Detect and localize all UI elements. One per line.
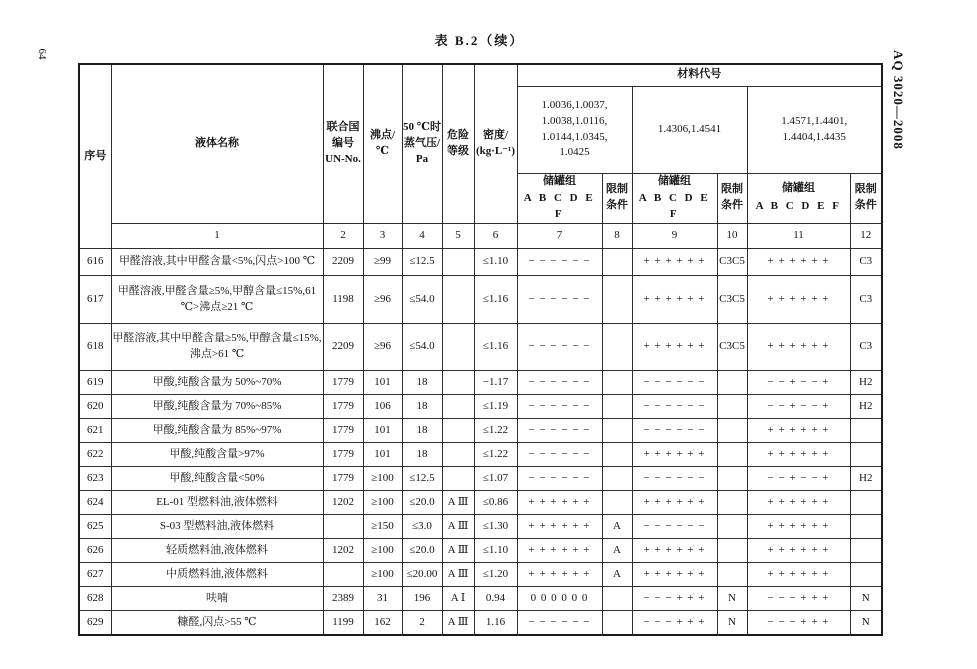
cell-boiling-point: ≥99 — [363, 249, 402, 276]
cell-seq: 624 — [79, 491, 111, 515]
cell-tank-group-1: + + + + + + — [517, 539, 602, 563]
header-seq: 序号 — [79, 64, 111, 249]
cell-hazard-class: A Ⅲ — [442, 515, 474, 539]
restriction-line: 条件 — [721, 199, 743, 212]
cell-vapor-pressure: ≤54.0 — [402, 276, 442, 324]
cell-seq: 620 — [79, 395, 111, 419]
cell-restriction-1 — [602, 324, 632, 371]
cell-un-no: 1199 — [323, 611, 363, 635]
col-number: 10 — [717, 224, 747, 249]
cell-restriction-2 — [717, 515, 747, 539]
cell-density: ≤1.30 — [474, 515, 517, 539]
cell-boiling-point: 101 — [363, 419, 402, 443]
header-vp-line: 50 ℃时 — [403, 121, 441, 134]
column-number-row — [79, 224, 882, 249]
restriction-line: 限制 — [721, 183, 743, 196]
cell-tank-group-1: + + + + + + — [517, 491, 602, 515]
cell-tank-group-3: + + + + + + — [747, 419, 850, 443]
cell-un-no: 1202 — [323, 539, 363, 563]
cell-un-no: 1198 — [323, 276, 363, 324]
cell-tank-group-1: + + + + + + — [517, 515, 602, 539]
cell-restriction-2 — [717, 443, 747, 467]
cell-vapor-pressure: ≤12.5 — [402, 467, 442, 491]
header-density — [474, 64, 517, 224]
cell-liquid-name: 甲酸,纯酸含量为 85%~97% — [111, 419, 323, 443]
restriction-line: 限制 — [854, 183, 877, 196]
restriction-line: 限制 — [606, 183, 628, 196]
cell-tank-group-2: − − − − − − — [632, 467, 717, 491]
cell-tank-group-2: + + + + + + — [632, 324, 717, 371]
header-restriction-2 — [717, 173, 747, 224]
cell-liquid-name: 甲酸,纯酸含量>97% — [111, 443, 323, 467]
cell-tank-group-1: − − − − − − — [517, 395, 602, 419]
cell-restriction-2 — [717, 539, 747, 563]
cell-seq: 622 — [79, 443, 111, 467]
cell-hazard-class — [442, 324, 474, 371]
cell-restriction-2 — [717, 491, 747, 515]
cell-restriction-1 — [602, 467, 632, 491]
cell-hazard-class: A Ⅲ — [442, 563, 474, 587]
table-header — [79, 64, 882, 249]
cell-un-no: 1779 — [323, 371, 363, 395]
cell-tank-group-1: − − − − − − — [517, 419, 602, 443]
cell-vapor-pressure: 18 — [402, 395, 442, 419]
table-row — [79, 324, 882, 371]
tank-group-label: 储罐组 — [658, 174, 691, 187]
cell-tank-group-3: − − − + + + — [747, 587, 850, 611]
cell-vapor-pressure: 2 — [402, 611, 442, 635]
cell-boiling-point: 162 — [363, 611, 402, 635]
liquids-table — [78, 63, 883, 636]
header-vapor-pressure — [402, 64, 442, 224]
cell-density: 0.94 — [474, 587, 517, 611]
cell-seq: 625 — [79, 515, 111, 539]
table-row — [79, 443, 882, 467]
table-row — [79, 419, 882, 443]
cell-vapor-pressure: 18 — [402, 419, 442, 443]
table-row — [79, 539, 882, 563]
cell-restriction-3: H2 — [850, 371, 882, 395]
header-vp-line: 蒸气压/ — [403, 137, 441, 150]
cell-un-no — [323, 515, 363, 539]
cell-tank-group-2: − − − − − − — [632, 395, 717, 419]
cell-vapor-pressure: ≤54.0 — [402, 324, 442, 371]
cell-hazard-class: A Ⅰ — [442, 587, 474, 611]
cell-boiling-point: ≥150 — [363, 515, 402, 539]
cell-vapor-pressure: 196 — [402, 587, 442, 611]
cell-restriction-3 — [850, 539, 882, 563]
cell-liquid-name: 甲醛溶液,甲醛含量≥5%,甲醇含量≤15%,61 ℃>沸点≥21 ℃ — [111, 276, 323, 324]
cell-tank-group-1: − − − − − − — [517, 443, 602, 467]
header-bp-line: ℃ — [375, 145, 390, 158]
cell-density: ≤0.86 — [474, 491, 517, 515]
cell-tank-group-2: − − − + + + — [632, 611, 717, 635]
cell-seq: 618 — [79, 324, 111, 371]
cell-liquid-name: 甲酸,纯酸含量为 50%~70% — [111, 371, 323, 395]
tank-group-label: 储罐组 — [782, 182, 815, 195]
cell-restriction-1 — [602, 491, 632, 515]
cell-boiling-point: 101 — [363, 443, 402, 467]
table-row — [79, 249, 882, 276]
cell-restriction-2 — [717, 419, 747, 443]
cell-tank-group-1: − − − − − − — [517, 276, 602, 324]
cell-restriction-1 — [602, 443, 632, 467]
cell-restriction-3: C3 — [850, 324, 882, 371]
cell-tank-group-2: − − − − − − — [632, 419, 717, 443]
cell-liquid-name: 甲醛溶液,其中甲醛含量<5%,闪点>100 ℃ — [111, 249, 323, 276]
cell-un-no: 1779 — [323, 443, 363, 467]
cell-tank-group-3: + + + + + + — [747, 443, 850, 467]
cell-liquid-name: EL-01 型燃料油,液体燃料 — [111, 491, 323, 515]
col-number: 7 — [517, 224, 602, 249]
cell-restriction-1 — [602, 587, 632, 611]
cell-density: ≤1.07 — [474, 467, 517, 491]
header-liquid-name: 液体名称 — [111, 64, 323, 224]
cell-un-no — [323, 563, 363, 587]
cell-density: ≤1.16 — [474, 324, 517, 371]
table-row — [79, 515, 882, 539]
material-line: 1.0425 — [559, 146, 590, 159]
cell-boiling-point: ≥96 — [363, 276, 402, 324]
cell-tank-group-2: + + + + + + — [632, 491, 717, 515]
table-row — [79, 276, 882, 324]
header-hazard-class — [442, 64, 474, 224]
cell-un-no: 1779 — [323, 419, 363, 443]
header-den-line: 密度/ — [482, 129, 509, 142]
cell-restriction-1 — [602, 419, 632, 443]
cell-restriction-3 — [850, 491, 882, 515]
cell-hazard-class — [442, 371, 474, 395]
cell-restriction-3: H2 — [850, 467, 882, 491]
cell-restriction-1: A — [602, 515, 632, 539]
cell-tank-group-2: − − − − − − — [632, 515, 717, 539]
cell-restriction-2 — [717, 395, 747, 419]
header-hz-line: 危险 — [447, 129, 469, 142]
header-restriction-1 — [602, 173, 632, 224]
cell-vapor-pressure: ≤3.0 — [402, 515, 442, 539]
header-tank-group-1 — [517, 173, 602, 224]
material-group-2 — [632, 86, 747, 173]
material-line: 1.0144,1.0345, — [541, 130, 608, 143]
tank-group-letters: A B C D E F — [523, 192, 596, 221]
cell-tank-group-2: + + + + + + — [632, 563, 717, 587]
cell-seq: 621 — [79, 419, 111, 443]
col-number: 3 — [363, 224, 402, 249]
cell-tank-group-2: + + + + + + — [632, 276, 717, 324]
cell-tank-group-3: − − + − − + — [747, 467, 850, 491]
material-line: 1.4571,1.4401, — [781, 114, 848, 127]
col-number: 9 — [632, 224, 717, 249]
cell-restriction-1 — [602, 611, 632, 635]
table-row — [79, 467, 882, 491]
header-material-code: 材料代号 — [517, 64, 882, 86]
material-line: 1.0038,1.0116, — [541, 114, 608, 127]
cell-restriction-2: C3C5 — [717, 276, 747, 324]
cell-restriction-1 — [602, 276, 632, 324]
cell-seq: 626 — [79, 539, 111, 563]
cell-tank-group-3: − − + − − + — [747, 371, 850, 395]
cell-hazard-class — [442, 443, 474, 467]
cell-tank-group-3: + + + + + + — [747, 276, 850, 324]
cell-liquid-name: 中质燃料油,液体燃料 — [111, 563, 323, 587]
cell-boiling-point: ≥100 — [363, 467, 402, 491]
cell-tank-group-1: + + + + + + — [517, 563, 602, 587]
tank-group-letters: A B C D E F — [638, 192, 711, 221]
cell-un-no: 2209 — [323, 324, 363, 371]
cell-tank-group-3: + + + + + + — [747, 491, 850, 515]
cell-restriction-1 — [602, 249, 632, 276]
cell-density: ≤1.16 — [474, 276, 517, 324]
cell-restriction-1: A — [602, 539, 632, 563]
cell-seq: 628 — [79, 587, 111, 611]
cell-restriction-3 — [850, 515, 882, 539]
cell-density: ≤1.10 — [474, 539, 517, 563]
cell-hazard-class — [442, 395, 474, 419]
cell-density: 1.16 — [474, 611, 517, 635]
material-line: 1.0036,1.0037, — [541, 98, 608, 111]
header-den-line: (kg·L⁻¹) — [475, 145, 516, 158]
cell-restriction-1: A — [602, 563, 632, 587]
cell-restriction-3: C3 — [850, 276, 882, 324]
cell-vapor-pressure: ≤20.0 — [402, 539, 442, 563]
cell-liquid-name: S-03 型燃料油,液体燃料 — [111, 515, 323, 539]
header-un-line: 编号 — [332, 137, 354, 150]
cell-boiling-point: ≥100 — [363, 491, 402, 515]
col-number: 6 — [474, 224, 517, 249]
cell-un-no: 1202 — [323, 491, 363, 515]
cell-tank-group-3: − − + − − + — [747, 395, 850, 419]
cell-hazard-class — [442, 276, 474, 324]
cell-density: ≤1.19 — [474, 395, 517, 419]
cell-boiling-point: 101 — [363, 371, 402, 395]
header-bp-line: 沸点/ — [369, 129, 396, 142]
cell-tank-group-2: + + + + + + — [632, 443, 717, 467]
cell-hazard-class — [442, 467, 474, 491]
col-number: 4 — [402, 224, 442, 249]
cell-tank-group-1: − − − − − − — [517, 611, 602, 635]
cell-density: ≤1.22 — [474, 443, 517, 467]
cell-un-no: 2209 — [323, 249, 363, 276]
cell-restriction-3 — [850, 419, 882, 443]
cell-tank-group-1: − − − − − − — [517, 324, 602, 371]
cell-tank-group-3: + + + + + + — [747, 515, 850, 539]
material-group-1 — [517, 86, 632, 173]
cell-tank-group-3: + + + + + + — [747, 563, 850, 587]
cell-tank-group-3: − − − + + + — [747, 611, 850, 635]
cell-restriction-2: C3C5 — [717, 249, 747, 276]
header-restriction-3 — [850, 173, 882, 224]
cell-seq: 619 — [79, 371, 111, 395]
cell-density: ≤1.22 — [474, 419, 517, 443]
cell-hazard-class — [442, 419, 474, 443]
header-hz-line: 等级 — [447, 145, 469, 158]
cell-boiling-point: 106 — [363, 395, 402, 419]
cell-restriction-3: C3 — [850, 249, 882, 276]
cell-seq: 616 — [79, 249, 111, 276]
col-number: 5 — [442, 224, 474, 249]
cell-tank-group-1: 0 0 0 0 0 0 — [517, 587, 602, 611]
cell-restriction-1 — [602, 371, 632, 395]
cell-tank-group-2: − − − − − − — [632, 371, 717, 395]
cell-liquid-name: 甲醛溶液,其中甲醛含量≥5%,甲醇含量≤15%,沸点>61 ℃ — [111, 324, 323, 371]
cell-vapor-pressure: 18 — [402, 443, 442, 467]
tank-group-letters: A B C D E F — [755, 200, 842, 213]
cell-seq: 623 — [79, 467, 111, 491]
cell-seq: 627 — [79, 563, 111, 587]
tank-group-label: 储罐组 — [543, 174, 576, 187]
cell-tank-group-1: − − − − − − — [517, 371, 602, 395]
document-code: AQ 3020—2008 — [891, 50, 906, 150]
cell-seq: 629 — [79, 611, 111, 635]
cell-density: ≤1.10 — [474, 249, 517, 276]
table-body — [79, 249, 882, 635]
cell-hazard-class — [442, 249, 474, 276]
cell-vapor-pressure: ≤20.0 — [402, 491, 442, 515]
header-tank-group-2 — [632, 173, 717, 224]
cell-un-no: 1779 — [323, 395, 363, 419]
header-vp-line: Pa — [415, 153, 429, 166]
cell-un-no: 2389 — [323, 587, 363, 611]
cell-restriction-2: N — [717, 587, 747, 611]
cell-tank-group-2: − − − + + + — [632, 587, 717, 611]
cell-boiling-point: ≥100 — [363, 563, 402, 587]
cell-tank-group-1: − − − − − − — [517, 467, 602, 491]
cell-liquid-name: 轻质燃料油,液体燃料 — [111, 539, 323, 563]
cell-liquid-name: 甲酸,纯酸含量<50% — [111, 467, 323, 491]
cell-liquid-name: 甲酸,纯酸含量为 70%~85% — [111, 395, 323, 419]
cell-tank-group-2: + + + + + + — [632, 539, 717, 563]
table-row — [79, 611, 882, 635]
material-line: 1.4306,1.4541 — [657, 122, 722, 135]
cell-restriction-2 — [717, 563, 747, 587]
header-un-line: UN-No. — [325, 153, 361, 166]
page-number: 64 — [36, 48, 48, 60]
cell-restriction-3: N — [850, 611, 882, 635]
col-number: 1 — [111, 224, 323, 249]
cell-hazard-class: A Ⅲ — [442, 491, 474, 515]
cell-restriction-1 — [602, 395, 632, 419]
header-un-line: 联合国 — [326, 121, 360, 134]
cell-tank-group-3: + + + + + + — [747, 249, 850, 276]
cell-seq: 617 — [79, 276, 111, 324]
col-number: 12 — [850, 224, 882, 249]
cell-boiling-point: 31 — [363, 587, 402, 611]
cell-restriction-3 — [850, 443, 882, 467]
cell-boiling-point: ≥96 — [363, 324, 402, 371]
cell-restriction-3: N — [850, 587, 882, 611]
cell-restriction-2: C3C5 — [717, 324, 747, 371]
cell-liquid-name: 糠醛,闪点>55 ℃ — [111, 611, 323, 635]
table-row — [79, 371, 882, 395]
restriction-line: 条件 — [854, 199, 877, 212]
cell-hazard-class: A Ⅲ — [442, 611, 474, 635]
table-title: 表 B.2（续） — [434, 33, 525, 48]
header-un-no — [323, 64, 363, 224]
cell-vapor-pressure: 18 — [402, 371, 442, 395]
cell-tank-group-2: + + + + + + — [632, 249, 717, 276]
col-number: 8 — [602, 224, 632, 249]
table-row — [79, 587, 882, 611]
cell-tank-group-3: + + + + + + — [747, 539, 850, 563]
cell-tank-group-1: − − − − − − — [517, 249, 602, 276]
table-row — [79, 395, 882, 419]
restriction-line: 条件 — [606, 199, 628, 212]
cell-un-no: 1779 — [323, 467, 363, 491]
cell-liquid-name: 呋喃 — [111, 587, 323, 611]
cell-boiling-point: ≥100 — [363, 539, 402, 563]
cell-density: −1.17 — [474, 371, 517, 395]
cell-vapor-pressure: ≤12.5 — [402, 249, 442, 276]
table-row — [79, 563, 882, 587]
cell-tank-group-3: + + + + + + — [747, 324, 850, 371]
cell-density: ≤1.20 — [474, 563, 517, 587]
col-number: 2 — [323, 224, 363, 249]
cell-restriction-2 — [717, 371, 747, 395]
cell-restriction-3 — [850, 563, 882, 587]
cell-restriction-2 — [717, 467, 747, 491]
material-line: 1.4404,1.4435 — [782, 130, 846, 143]
cell-restriction-2: N — [717, 611, 747, 635]
material-group-3 — [747, 86, 882, 173]
col-number: 11 — [747, 224, 850, 249]
table-row — [79, 491, 882, 515]
cell-hazard-class: A Ⅲ — [442, 539, 474, 563]
header-boiling-point — [363, 64, 402, 224]
header-tank-group-3 — [747, 173, 850, 224]
cell-vapor-pressure: ≤20.00 — [402, 563, 442, 587]
cell-restriction-3: H2 — [850, 395, 882, 419]
